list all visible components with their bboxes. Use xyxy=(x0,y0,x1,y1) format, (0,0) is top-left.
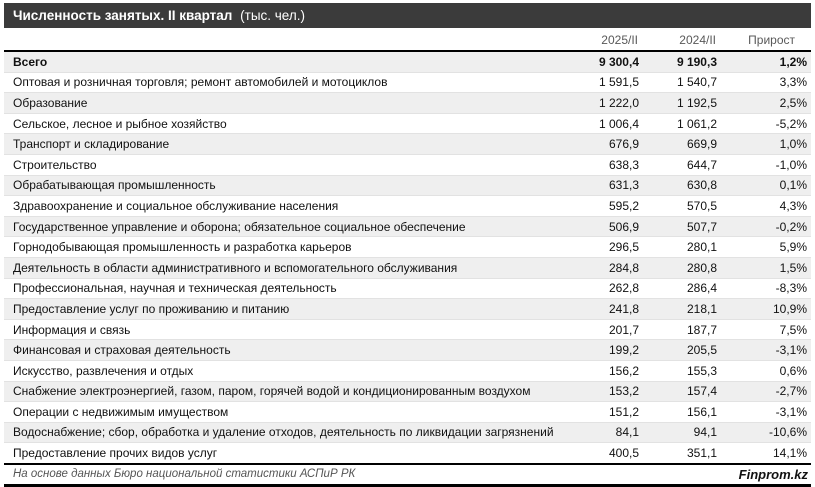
col-header-growth: Прирост xyxy=(721,32,811,51)
row-label: Здравоохранение и социальное обслуживание населения xyxy=(4,196,568,217)
growth-value: 0,1% xyxy=(721,175,811,196)
growth-value: -0,2% xyxy=(721,216,811,237)
value-2025: 151,2 xyxy=(568,402,643,423)
title-bar xyxy=(4,3,811,28)
growth-value: -3,1% xyxy=(721,402,811,423)
table-row xyxy=(4,196,811,217)
table-row xyxy=(4,299,811,320)
growth-value: -8,3% xyxy=(721,278,811,299)
table-row xyxy=(4,381,811,402)
employment-table xyxy=(4,32,811,465)
growth-value: -3,1% xyxy=(721,340,811,361)
growth-value: 2,5% xyxy=(721,93,811,114)
value-2024: 1 540,7 xyxy=(643,72,721,93)
value-2025: 153,2 xyxy=(568,381,643,402)
header-row xyxy=(4,32,811,51)
value-2024: 205,5 xyxy=(643,340,721,361)
value-2024: 570,5 xyxy=(643,196,721,217)
row-label: Профессиональная, научная и техническая деятельность xyxy=(4,278,568,299)
table-row xyxy=(4,360,811,381)
value-2025: 400,5 xyxy=(568,443,643,464)
value-2024: 351,1 xyxy=(643,443,721,464)
table-row xyxy=(4,93,811,114)
title-unit: (тыс. чел.) xyxy=(240,8,305,23)
row-label: Операции с недвижимым имуществом xyxy=(4,402,568,423)
page-title: Численность занятых. II квартал xyxy=(13,8,233,23)
table-row xyxy=(4,319,811,340)
row-label: Сельское, лесное и рыбное хозяйство xyxy=(4,113,568,134)
row-label: Предоставление прочих видов услуг xyxy=(4,443,568,464)
table-row xyxy=(4,175,811,196)
growth-value: 4,3% xyxy=(721,196,811,217)
col-header-label xyxy=(4,32,568,51)
growth-value: -1,0% xyxy=(721,154,811,175)
table-row xyxy=(4,443,811,464)
value-2025: 1 006,4 xyxy=(568,113,643,134)
growth-value: 1,2% xyxy=(721,51,811,72)
table-row xyxy=(4,422,811,443)
col-header-2025: 2025/II xyxy=(568,32,643,51)
value-2024: 644,7 xyxy=(643,154,721,175)
row-label: Водоснабжение; сбор, обработка и удаление отходов, деятельность по ликвидации загрязнений xyxy=(4,422,568,443)
value-2025: 638,3 xyxy=(568,154,643,175)
value-2024: 9 190,3 xyxy=(643,51,721,72)
value-2025: 156,2 xyxy=(568,360,643,381)
growth-value: 3,3% xyxy=(721,72,811,93)
table-row xyxy=(4,237,811,258)
source-note: На основе данных Бюро национальной статистики АСПиР РК xyxy=(13,468,356,481)
value-2024: 156,1 xyxy=(643,402,721,423)
row-label: Предоставление услуг по проживанию и питанию xyxy=(4,299,568,320)
row-label: Информация и связь xyxy=(4,319,568,340)
value-2024: 155,3 xyxy=(643,360,721,381)
row-label: Финансовая и страховая деятельность xyxy=(4,340,568,361)
row-label: Деятельность в области административного и вспомогательного обслуживания xyxy=(4,257,568,278)
table-row xyxy=(4,402,811,423)
col-header-2024: 2024/II xyxy=(643,32,721,51)
growth-value: -10,6% xyxy=(721,422,811,443)
value-2025: 296,5 xyxy=(568,237,643,258)
brand-logo: Finprom.kz xyxy=(738,466,808,482)
row-label: Горнодобывающая промышленность и разработка карьеров xyxy=(4,237,568,258)
value-2025: 676,9 xyxy=(568,134,643,155)
row-label: Образование xyxy=(4,93,568,114)
value-2025: 1 591,5 xyxy=(568,72,643,93)
row-label: Всего xyxy=(4,51,568,72)
value-2024: 157,4 xyxy=(643,381,721,402)
value-2024: 280,1 xyxy=(643,237,721,258)
value-2025: 631,3 xyxy=(568,175,643,196)
row-label: Оптовая и розничная торговля; ремонт автомобилей и мотоциклов xyxy=(4,72,568,93)
value-2025: 284,8 xyxy=(568,257,643,278)
value-2024: 218,1 xyxy=(643,299,721,320)
growth-value: 7,5% xyxy=(721,319,811,340)
table-row xyxy=(4,154,811,175)
growth-value: -5,2% xyxy=(721,113,811,134)
value-2025: 199,2 xyxy=(568,340,643,361)
growth-value: 0,6% xyxy=(721,360,811,381)
growth-value: 14,1% xyxy=(721,443,811,464)
value-2025: 595,2 xyxy=(568,196,643,217)
growth-value: 1,0% xyxy=(721,134,811,155)
value-2024: 286,4 xyxy=(643,278,721,299)
footer xyxy=(4,465,811,487)
table-row xyxy=(4,257,811,278)
growth-value: 5,9% xyxy=(721,237,811,258)
value-2024: 280,8 xyxy=(643,257,721,278)
value-2025: 84,1 xyxy=(568,422,643,443)
value-2024: 94,1 xyxy=(643,422,721,443)
table-row xyxy=(4,72,811,93)
value-2025: 9 300,4 xyxy=(568,51,643,72)
value-2025: 1 222,0 xyxy=(568,93,643,114)
value-2025: 201,7 xyxy=(568,319,643,340)
value-2025: 262,8 xyxy=(568,278,643,299)
row-label: Государственное управление и оборона; обязательное социальное обеспечение xyxy=(4,216,568,237)
table-row xyxy=(4,51,811,72)
value-2024: 669,9 xyxy=(643,134,721,155)
growth-value: -2,7% xyxy=(721,381,811,402)
row-label: Обрабатывающая промышленность xyxy=(4,175,568,196)
value-2025: 506,9 xyxy=(568,216,643,237)
row-label: Транспорт и складирование xyxy=(4,134,568,155)
value-2024: 507,7 xyxy=(643,216,721,237)
table-row xyxy=(4,216,811,237)
row-label: Снабжение электроэнергией, газом, паром, горячей водой и кондиционированным воздухом xyxy=(4,381,568,402)
growth-value: 10,9% xyxy=(721,299,811,320)
value-2025: 241,8 xyxy=(568,299,643,320)
table-row xyxy=(4,340,811,361)
value-2024: 1 192,5 xyxy=(643,93,721,114)
table-row xyxy=(4,113,811,134)
row-label: Строительство xyxy=(4,154,568,175)
table-row xyxy=(4,134,811,155)
value-2024: 1 061,2 xyxy=(643,113,721,134)
value-2024: 630,8 xyxy=(643,175,721,196)
growth-value: 1,5% xyxy=(721,257,811,278)
row-label: Искусство, развлечения и отдых xyxy=(4,360,568,381)
value-2024: 187,7 xyxy=(643,319,721,340)
table-row xyxy=(4,278,811,299)
